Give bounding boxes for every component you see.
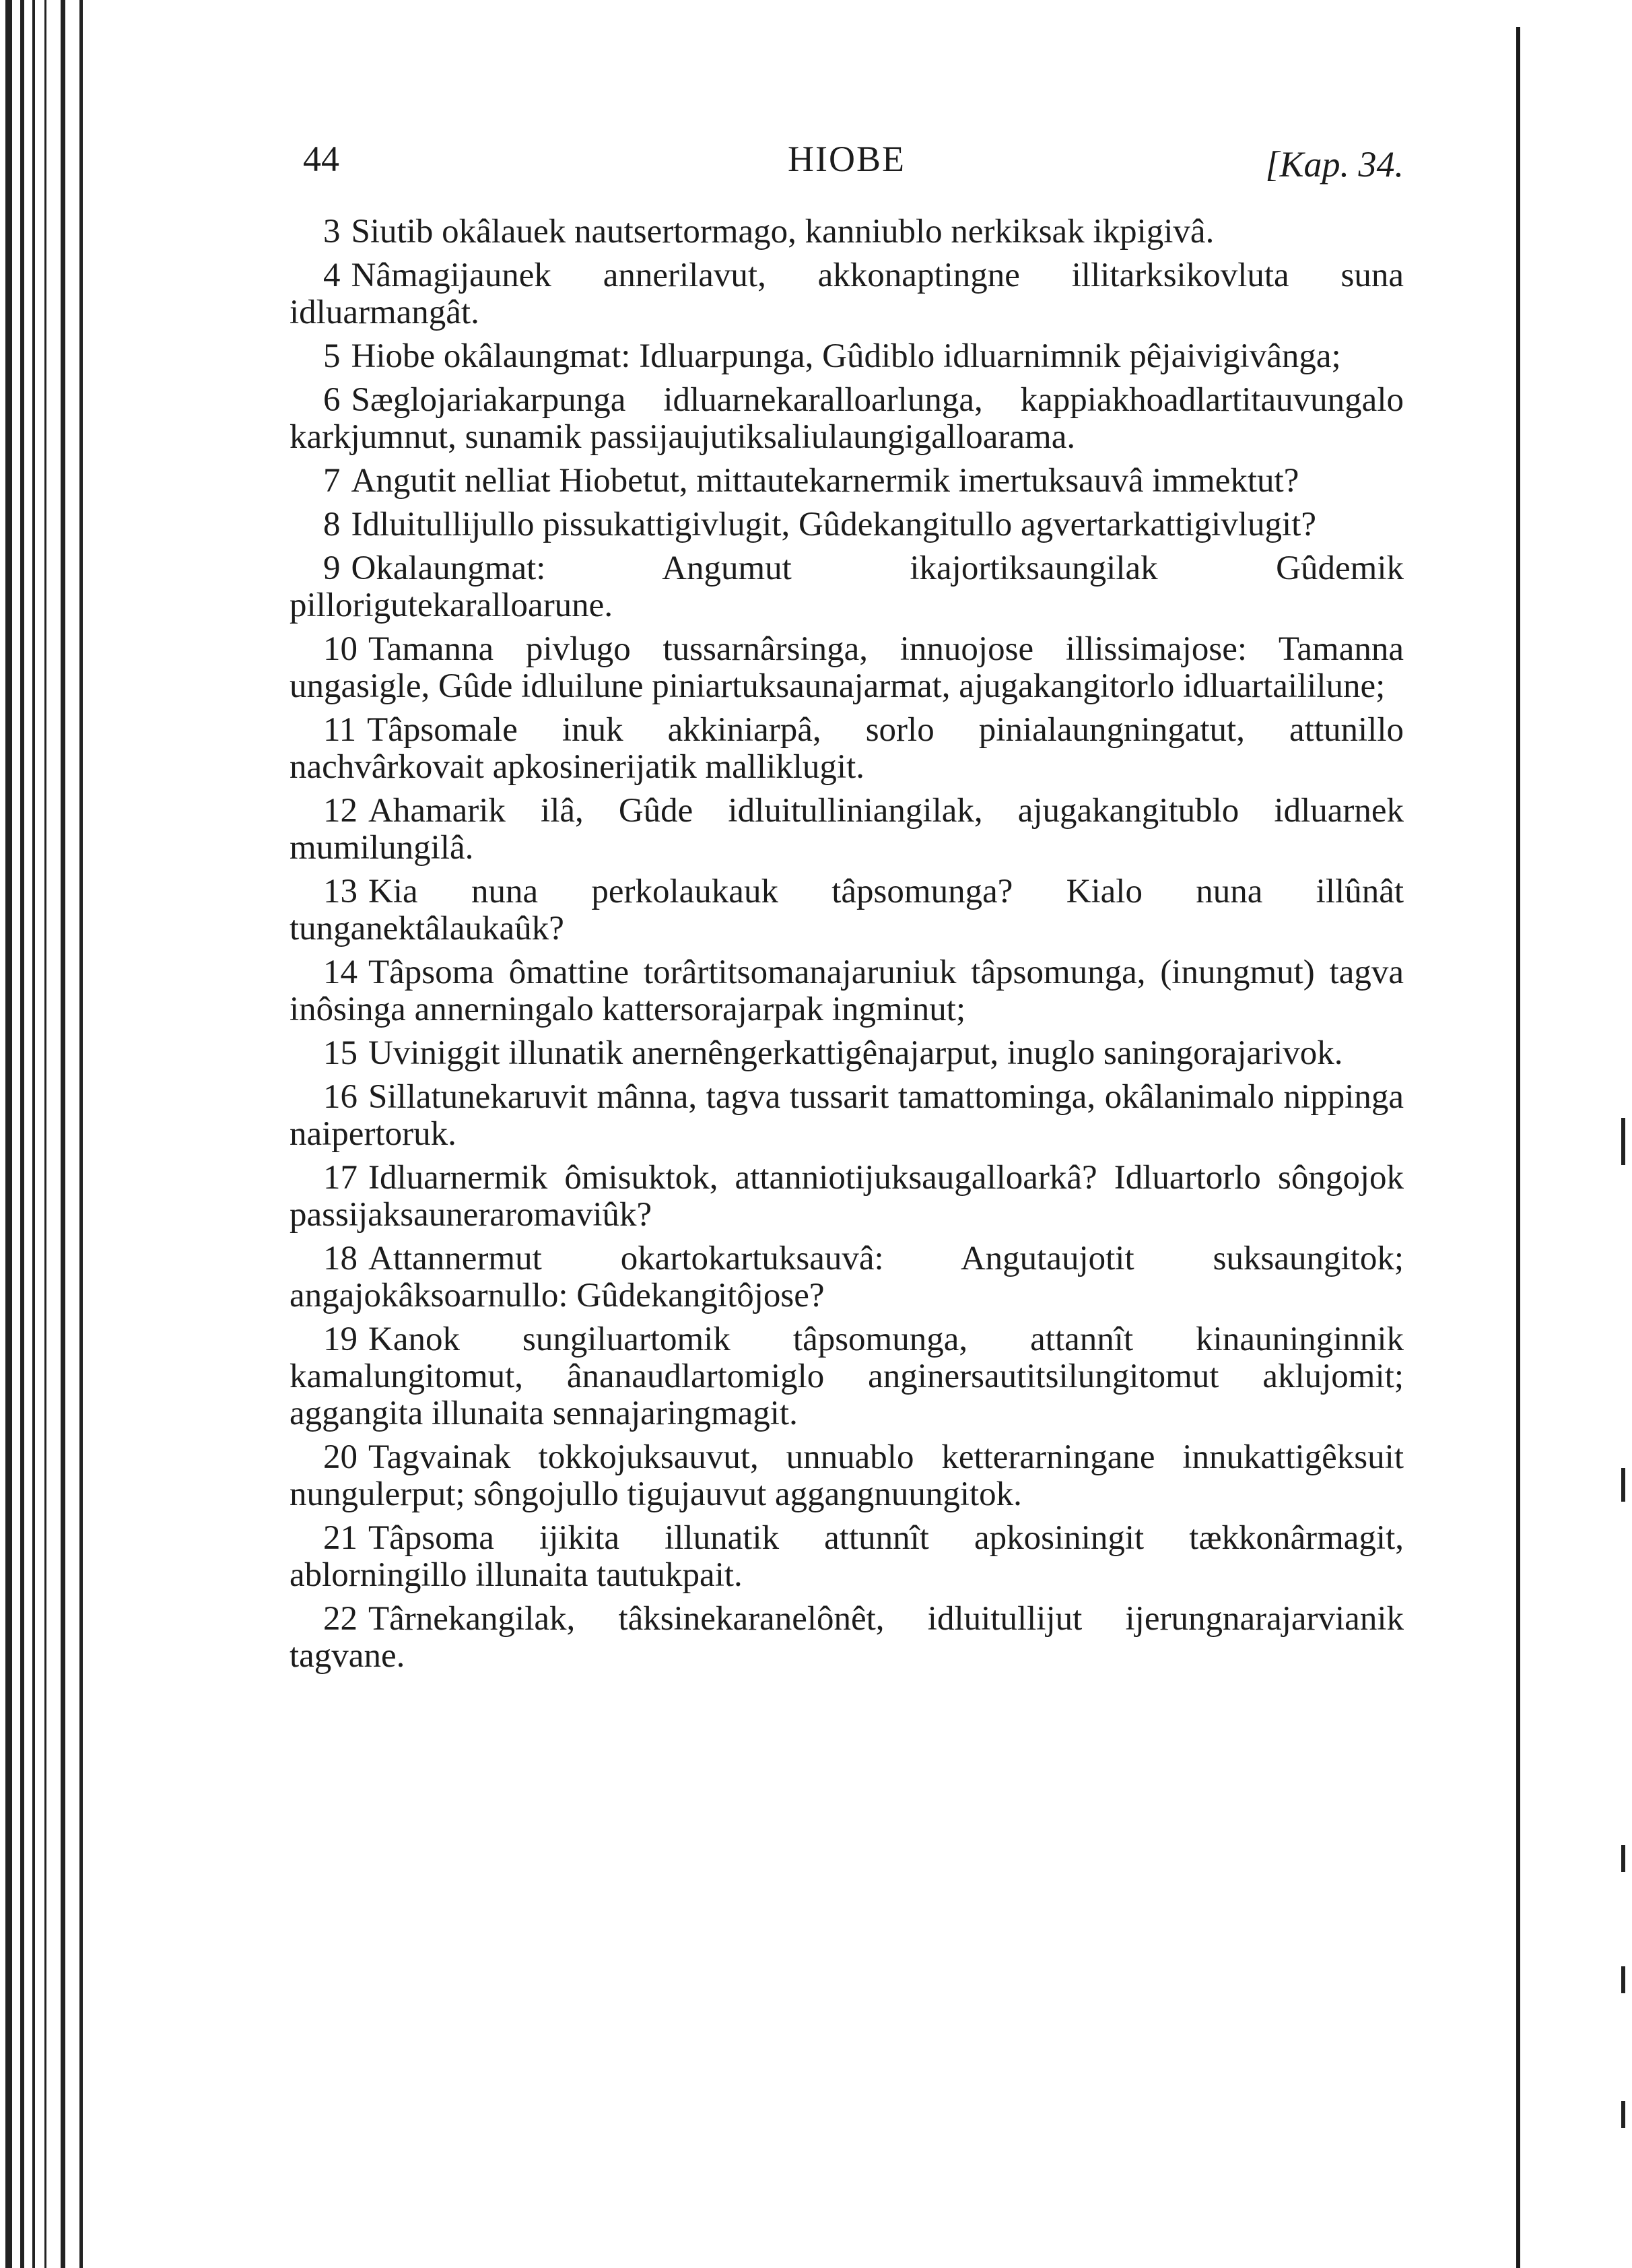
edge-mark — [1621, 1468, 1625, 1502]
verse — [290, 550, 1404, 624]
verse-number: 18 — [323, 1240, 358, 1277]
book-title: HIOBE — [788, 139, 906, 179]
right-page-edge — [1516, 27, 1632, 2268]
verse — [290, 1160, 1404, 1234]
verse — [290, 1520, 1404, 1594]
gutter-line — [32, 0, 35, 2268]
edge-mark — [1621, 1966, 1625, 1993]
verse-text: Kia nuna perkolaukauk tâpsomunga? Kialo nuna illûnât tunganektâlaukaûk? — [290, 873, 1404, 947]
verse-number: 4 — [323, 257, 341, 294]
verse-number: 11 — [323, 711, 357, 749]
verse-text: Siutib okâlauek nautsertormago, kanniublo nerkiksak ikpigivâ. — [351, 213, 1215, 251]
verse-text: Idluitullijullo pissukattigivlugit, Gûdekangitullo agvertarkattigivlugit? — [351, 506, 1316, 543]
verse-number: 6 — [323, 381, 341, 419]
verse-number: 9 — [323, 549, 341, 587]
verse — [290, 213, 1404, 251]
verse-number: 17 — [323, 1159, 358, 1197]
verse-number: 22 — [323, 1600, 358, 1638]
verse-number: 14 — [323, 954, 358, 991]
verse-number: 16 — [323, 1078, 358, 1116]
verse — [290, 1321, 1404, 1432]
gutter-line — [61, 0, 65, 2268]
verse — [290, 1439, 1404, 1513]
running-header — [290, 131, 1404, 205]
verse-text: Angutit nelliat Hiobetut, mittautekarnermik imertuksauvâ immektut? — [351, 462, 1299, 500]
verse-text: Târnekangilak, tâksinekaranelônêt, idluitullijut ijerungnarajarvianik tagvane. — [290, 1600, 1404, 1675]
verse-number: 10 — [323, 630, 358, 668]
verse — [290, 1079, 1404, 1153]
verse-text: Attannermut okartokartuksauvâ: Angutaujotit suksaungitok; angajokâksoarnullo: Gûdekangitôjose? — [290, 1240, 1404, 1314]
verse — [290, 338, 1404, 375]
verse-text: Ahamarik ilâ, Gûde idluitulliniangilak, ajugakangitublo idluarnek mumilungilâ. — [290, 792, 1404, 867]
verse-number: 15 — [323, 1034, 358, 1072]
page-number: 44 — [303, 139, 339, 179]
verse-text: Tamanna pivlugo tussarnârsinga, innuojose illissimajose: Tamanna ungasigle, Gûde idluilune piniartuksaunajarmat, ajugakangitorlo idluartaililune; — [290, 630, 1404, 705]
verse-text: Tagvainak tokkojuksauvut, unnuablo ketterarningane innukattigêksuit nungulerput; sôngojullo tigujauvut aggangnuungitok. — [290, 1438, 1404, 1513]
verse-text: Okalaungmat: Angumut ikajortiksaungilak Gûdemik pillorigutekaralloarune. — [290, 549, 1404, 624]
verse-text: Nâmagijaunek annerilavut, akkonaptingne illitarksikovluta suna idluarmangât. — [290, 257, 1404, 331]
verse — [290, 954, 1404, 1028]
verse — [290, 1240, 1404, 1314]
verse — [290, 382, 1404, 456]
gutter-line — [20, 0, 24, 2268]
verse-text: Hiobe okâlaungmat: Idluarpunga, Gûdiblo idluarnimnik pêjaivigivânga; — [351, 337, 1341, 375]
verse — [290, 257, 1404, 331]
verse-text: Tâpsoma ômattine torârtitsomanajaruniuk tâpsomunga, (inungmut) tagva inôsinga annerningalo kattersorajarpak ingminut; — [290, 954, 1404, 1028]
verse-text: Idluarnermik ômisuktok, attanniotijuksaugalloarkâ? Idluartorlo sôngojok passijaksauneraromaviûk? — [290, 1159, 1404, 1234]
verse-text: Sæglojariakarpunga idluarnekaralloarlunga, kappiakhoadlartitauvungalo karkjumnut, sunamik passijaujutiksaliulaungigalloarama. — [290, 381, 1404, 456]
verse — [290, 506, 1404, 543]
verse — [290, 793, 1404, 867]
verse-number: 3 — [323, 213, 341, 251]
verse-text: Tâpsomale inuk akkiniarpâ, sorlo pinialaungningatut, attunillo nachvârkovait apkosinerijatik malliklugit. — [290, 711, 1404, 786]
verse — [290, 1035, 1404, 1072]
verse — [290, 631, 1404, 705]
gutter-line — [79, 0, 83, 2268]
verse-number: 19 — [323, 1321, 358, 1358]
verse-number: 7 — [323, 462, 341, 500]
verse-list — [290, 213, 1404, 1675]
verse-number: 20 — [323, 1438, 358, 1476]
verse-number: 13 — [323, 873, 358, 910]
edge-mark — [1621, 1118, 1625, 1165]
verse-number: 8 — [323, 506, 341, 543]
binding-gutter — [0, 0, 101, 2268]
verse — [290, 712, 1404, 786]
edge-mark — [1621, 2101, 1625, 2128]
verse-text: Uviniggit illunatik anernêngerkattigênajarput, inuglo saningorajarivok. — [368, 1034, 1343, 1072]
verse-text: Tâpsoma ijikita illunatik attunnît apkosiningit tækkonârmagit, ablorningillo illunaita tautukpait. — [290, 1519, 1404, 1594]
edge-mark — [1621, 1845, 1625, 1872]
verse-number: 5 — [323, 337, 341, 375]
book-page — [290, 131, 1404, 1681]
verse — [290, 463, 1404, 500]
verse-text: Sillatunekaruvit mânna, tagva tussarit tamattominga, okâlanimalo nippinga naipertoruk. — [290, 1078, 1404, 1153]
gutter-line — [44, 0, 46, 2268]
verse-text: Kanok sungiluartomik tâpsomunga, attannît kinauninginnik kamalungitomut, ânanaudlartomiglo anginersautitsilungitomut aklujomit; aggangita illunaita sennajaringmagit. — [290, 1321, 1404, 1432]
gutter-line — [5, 0, 12, 2268]
verse-number: 21 — [323, 1519, 358, 1557]
verse — [290, 873, 1404, 947]
verse-number: 12 — [323, 792, 358, 830]
verse — [290, 1601, 1404, 1675]
chapter-label: [Kap. 34. — [1265, 144, 1404, 185]
